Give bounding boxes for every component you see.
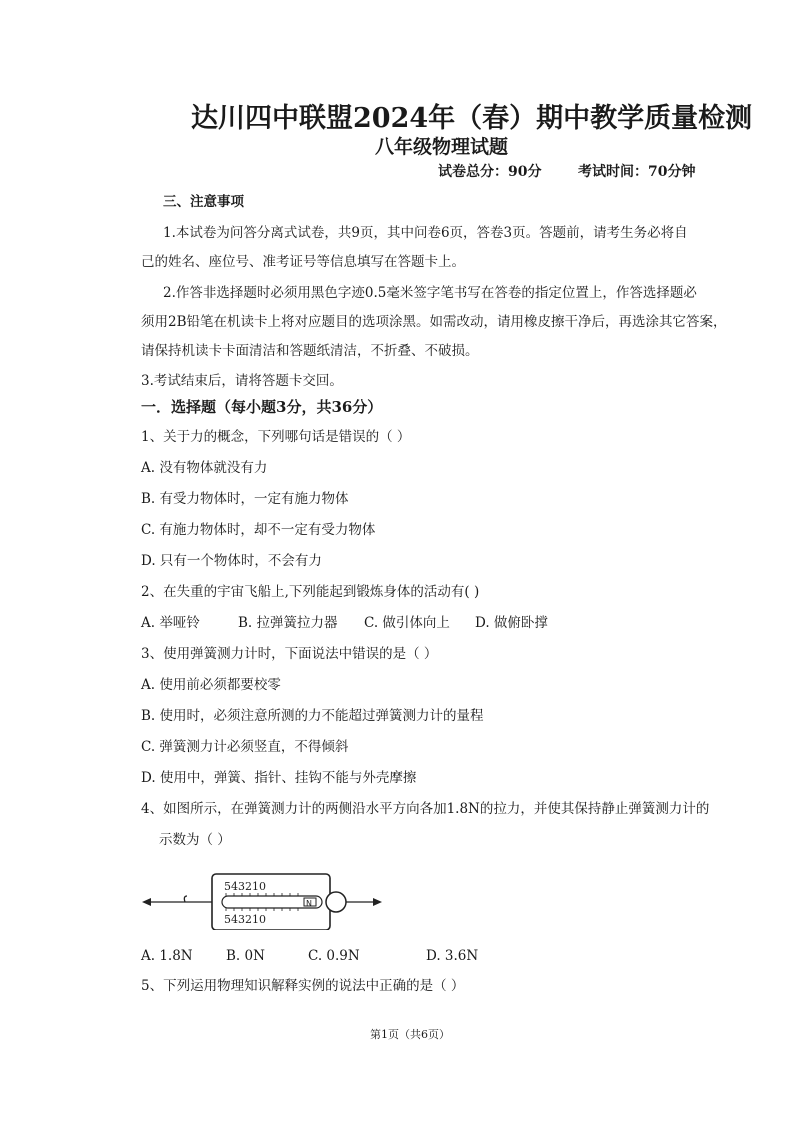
question-4-option-c: C. 0.9N [308,948,360,964]
question-4-option-d: D. 3.6N [426,948,479,964]
left-hook [184,896,187,902]
note-2-line-1: 2.作答非选择题时必须用黑色字迹0.5毫米签字笔书写在答卷的指定位置上，作答选择题必 [163,285,697,301]
question-1-option-a: A. 没有物体就没有力 [141,460,268,476]
question-4-option-b: B. 0N [226,948,265,964]
note-2-line-3: 请保持机读卡卡面清洁和答题纸清洁，不折叠、不破损。 [141,343,479,359]
question-4-stem-line-2: 示数为（ ） [159,832,231,848]
question-3-option-c: C. 弹簧测力计必须竖直，不得倾斜 [141,739,349,755]
question-3-stem: 3、使用弹簧测力计时，下面说法中错误的是（ ） [141,646,438,662]
question-2-option-a: A. 举哑铃 [141,615,200,631]
top-digit-5: 543210 [224,880,266,893]
question-2-stem: 2、在失重的宇宙飞船上,下列能起到锻炼身体的活动有( ) [141,584,480,600]
scale-ring [326,892,346,912]
question-1-option-d: D. 只有一个物体时，不会有力 [141,553,322,569]
note-3: 3.考试结束后，请将答题卡交回。 [141,373,343,389]
section-1-heading: 一．选择题（每小题3分，共36分） [141,398,383,416]
scale-top-numbers [224,880,266,893]
left-arrow-icon [142,898,151,906]
question-2-option-c: C. 做引体向上 [364,615,450,631]
notes-heading: 三、注意事项 [163,194,244,210]
exam-title: 达川四中联盟2024年（春）期中教学质量检测 [191,103,753,134]
exam-time: 考试时间：70分钟 [578,164,696,180]
question-3-option-b: B. 使用时，必须注意所测的力不能超过弹簧测力计的量程 [141,708,484,724]
question-2-option-d: D. 做俯卧撑 [475,615,548,631]
spring-scale-figure [140,868,390,930]
exam-subtitle: 八年级物理试题 [375,136,509,158]
question-1-option-c: C. 有施力物体时，却不一定有受力物体 [141,522,376,538]
right-arrow-icon [373,898,382,906]
question-1-stem: 1、关于力的概念，下列哪句话是错误的（ ） [141,429,411,445]
question-5-stem: 5、下列运用物理知识解释实例的说法中正确的是（ ） [141,978,465,994]
scale-unit: N [306,899,312,908]
question-1-option-b: B. 有受力物体时，一定有施力物体 [141,491,349,507]
note-2-line-2: 须用2B铅笔在机读卡上将对应题目的选项涂黑。如需改动，请用橡皮擦干净后，再选涂其它答案， [141,314,727,330]
note-1-line-2: 己的姓名、座位号、准考证号等信息填写在答题卡上。 [141,254,465,270]
question-2-option-b: B. 拉弹簧拉力器 [238,615,338,631]
question-4-stem-line-1: 4、如图所示，在弹簧测力计的两侧沿水平方向各加1.8N的拉力，并使其保持静止弹簧测力计的 [141,801,710,817]
scale-bottom-numbers: 543210 [224,913,266,926]
page-footer: 第1页（共6页） [370,1028,450,1041]
total-score: 试卷总分：90分 [438,164,542,180]
question-3-option-d: D. 使用中，弹簧、指针、挂钩不能与外壳摩擦 [141,770,417,786]
question-3-option-a: A. 使用前必须都要校零 [141,677,281,693]
note-1-line-1: 1.本试卷为问答分离式试卷，共9页，其中问卷6页，答卷3页。答题前，请考生务必将自 [163,225,688,241]
question-4-option-a: A. 1.8N [141,948,193,964]
